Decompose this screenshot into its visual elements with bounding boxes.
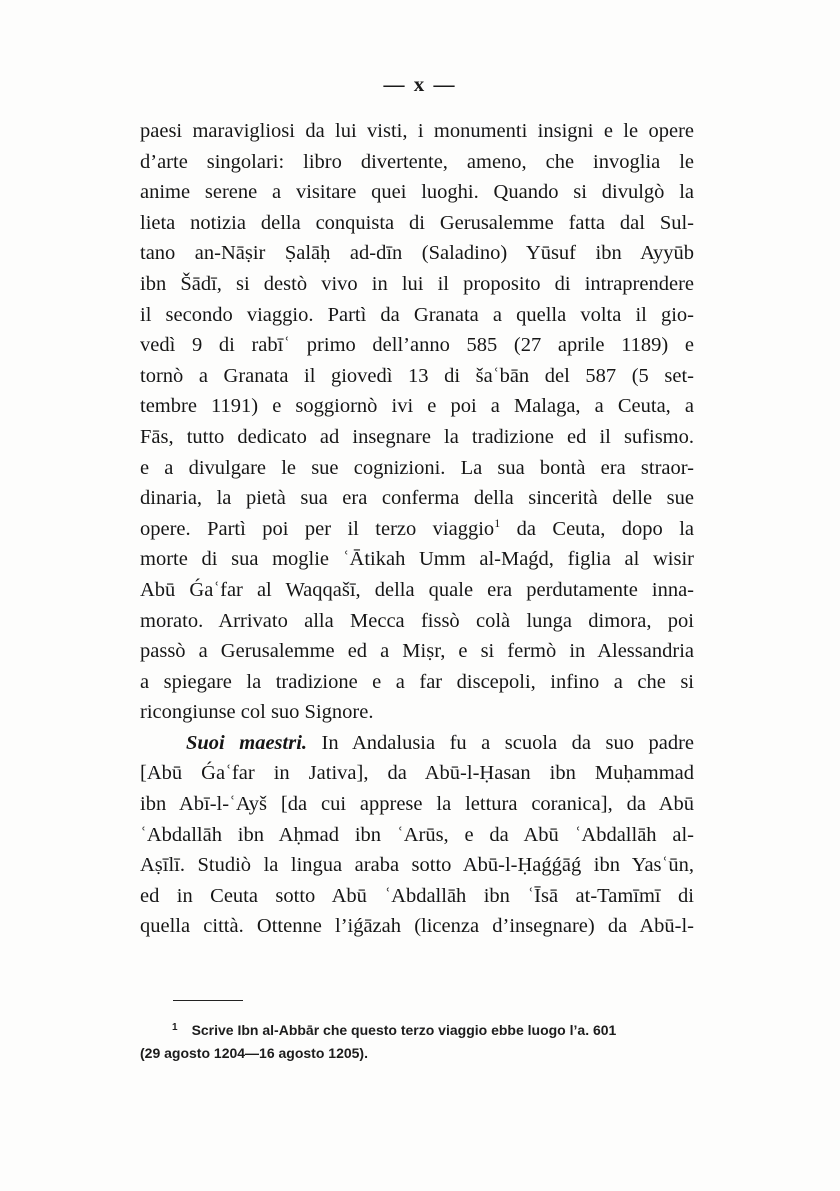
text-segment: da Ceuta, dopo la: [500, 517, 694, 540]
text-line: ed in Ceuta sotto Abū ʿAbdallāh ibn ʿĪsā at-Tamīmī di: [140, 884, 694, 907]
text-line: dinaria, la pietà sua era conferma della sincerità delle sue: [140, 487, 694, 510]
text-line: morte di sua moglie ʿĀtikah Umm al-Maǵd, figlia al wisir: [140, 548, 694, 571]
text-line: tornò a Granata il giovedì 13 di šaʿbān del 587 (5 set-: [140, 364, 694, 387]
text-line: il secondo viaggio. Partì da Granata a quella volta il gio-: [140, 303, 694, 326]
body-text: [140, 116, 694, 942]
text-line: tano an-Nāṣir Ṣalāḥ ad-dīn (Saladino) Yūsuf ibn Ayyūb: [140, 242, 694, 265]
text-line: ʿAbdallāh ibn Aḥmad ibn ʿArūs, e da Abū ʿAbdallāh al-: [140, 823, 694, 846]
footnote: [140, 1016, 694, 1065]
text-line: morato. Arrivato alla Mecca fissò colà lunga dimora, poi: [140, 609, 694, 632]
section-first-line: [140, 728, 694, 759]
text-line: lieta notizia della conquista di Gerusalemme fatta dal Sul-: [140, 211, 694, 234]
text-line: [Abū Ǵaʿfar in Jativa], da Abū-l-Ḥasan ibn Muḥammad: [140, 762, 694, 785]
text-line: a spiegare la tradizione e a far discepoli, infino a che si: [140, 670, 694, 693]
text-line: e a divulgare le sue cognizioni. La sua bontà era straor-: [140, 456, 694, 479]
text-line: d’arte singolari: libro divertente, ameno, che invoglia le: [140, 150, 694, 173]
text-line: tembre 1191) e soggiornò ivi e poi a Malaga, a Ceuta, a: [140, 395, 694, 418]
text-line: paesi maravigliosi da lui visti, i monumenti insigni e le opere: [140, 120, 694, 142]
text-segment: opere. Partì poi per il terzo viaggio: [140, 517, 495, 540]
footnote-divider: [173, 1000, 243, 1001]
text-line: vedì 9 di rabīʿ primo dell’anno 585 (27 aprile 1189) e: [140, 334, 694, 357]
page-number: — x —: [383, 72, 457, 96]
footnote-marker: 1: [172, 1022, 178, 1033]
text-line: passò a Gerusalemme ed a Miṣr, e si fermò in Alessandria: [140, 640, 694, 663]
text-line-with-footnote-ref: [140, 514, 694, 545]
text-line: Fās, tutto dedicato ad insegnare la tradizione ed il sufismo.: [140, 425, 694, 448]
text-line: ibn Šādī, si destò vivo in lui il proposito di intraprendere: [140, 272, 694, 295]
text-line: Aṣīlī. Studiò la lingua araba sotto Abū-l-Ḥaǵǵāǵ ibn Yasʿūn,: [140, 854, 694, 877]
footnote-line: [140, 1016, 694, 1042]
text-line: anime serene a visitare quei luoghi. Quando si divulgò la: [140, 181, 694, 204]
footnote-reference[interactable]: 1: [494, 515, 501, 530]
text-segment: In Andalusia fu a scuola da suo padre: [307, 731, 695, 754]
paragraph-last-line: ricongiunse col suo Signore.: [140, 701, 374, 724]
text-line: Abū Ǵaʿfar al Waqqašī, della quale era perdutamente inna-: [140, 578, 694, 601]
text-line: ibn Abī-l-ʿAyš [da cui apprese la lettura coranica], da Abū: [140, 793, 694, 816]
text-line: quella città. Ottenne l’iǵāzah (licenza d’insegnare) da Abū-l-: [140, 915, 694, 938]
footnote-line: (29 agosto 1204—16 agosto 1205).: [140, 1045, 368, 1061]
footnote-text: Scrive Ibn al-Abbār che questo terzo viaggio ebbe luogo l’a. 601: [191, 1022, 617, 1038]
section-heading: Suoi maestri.: [186, 731, 308, 754]
